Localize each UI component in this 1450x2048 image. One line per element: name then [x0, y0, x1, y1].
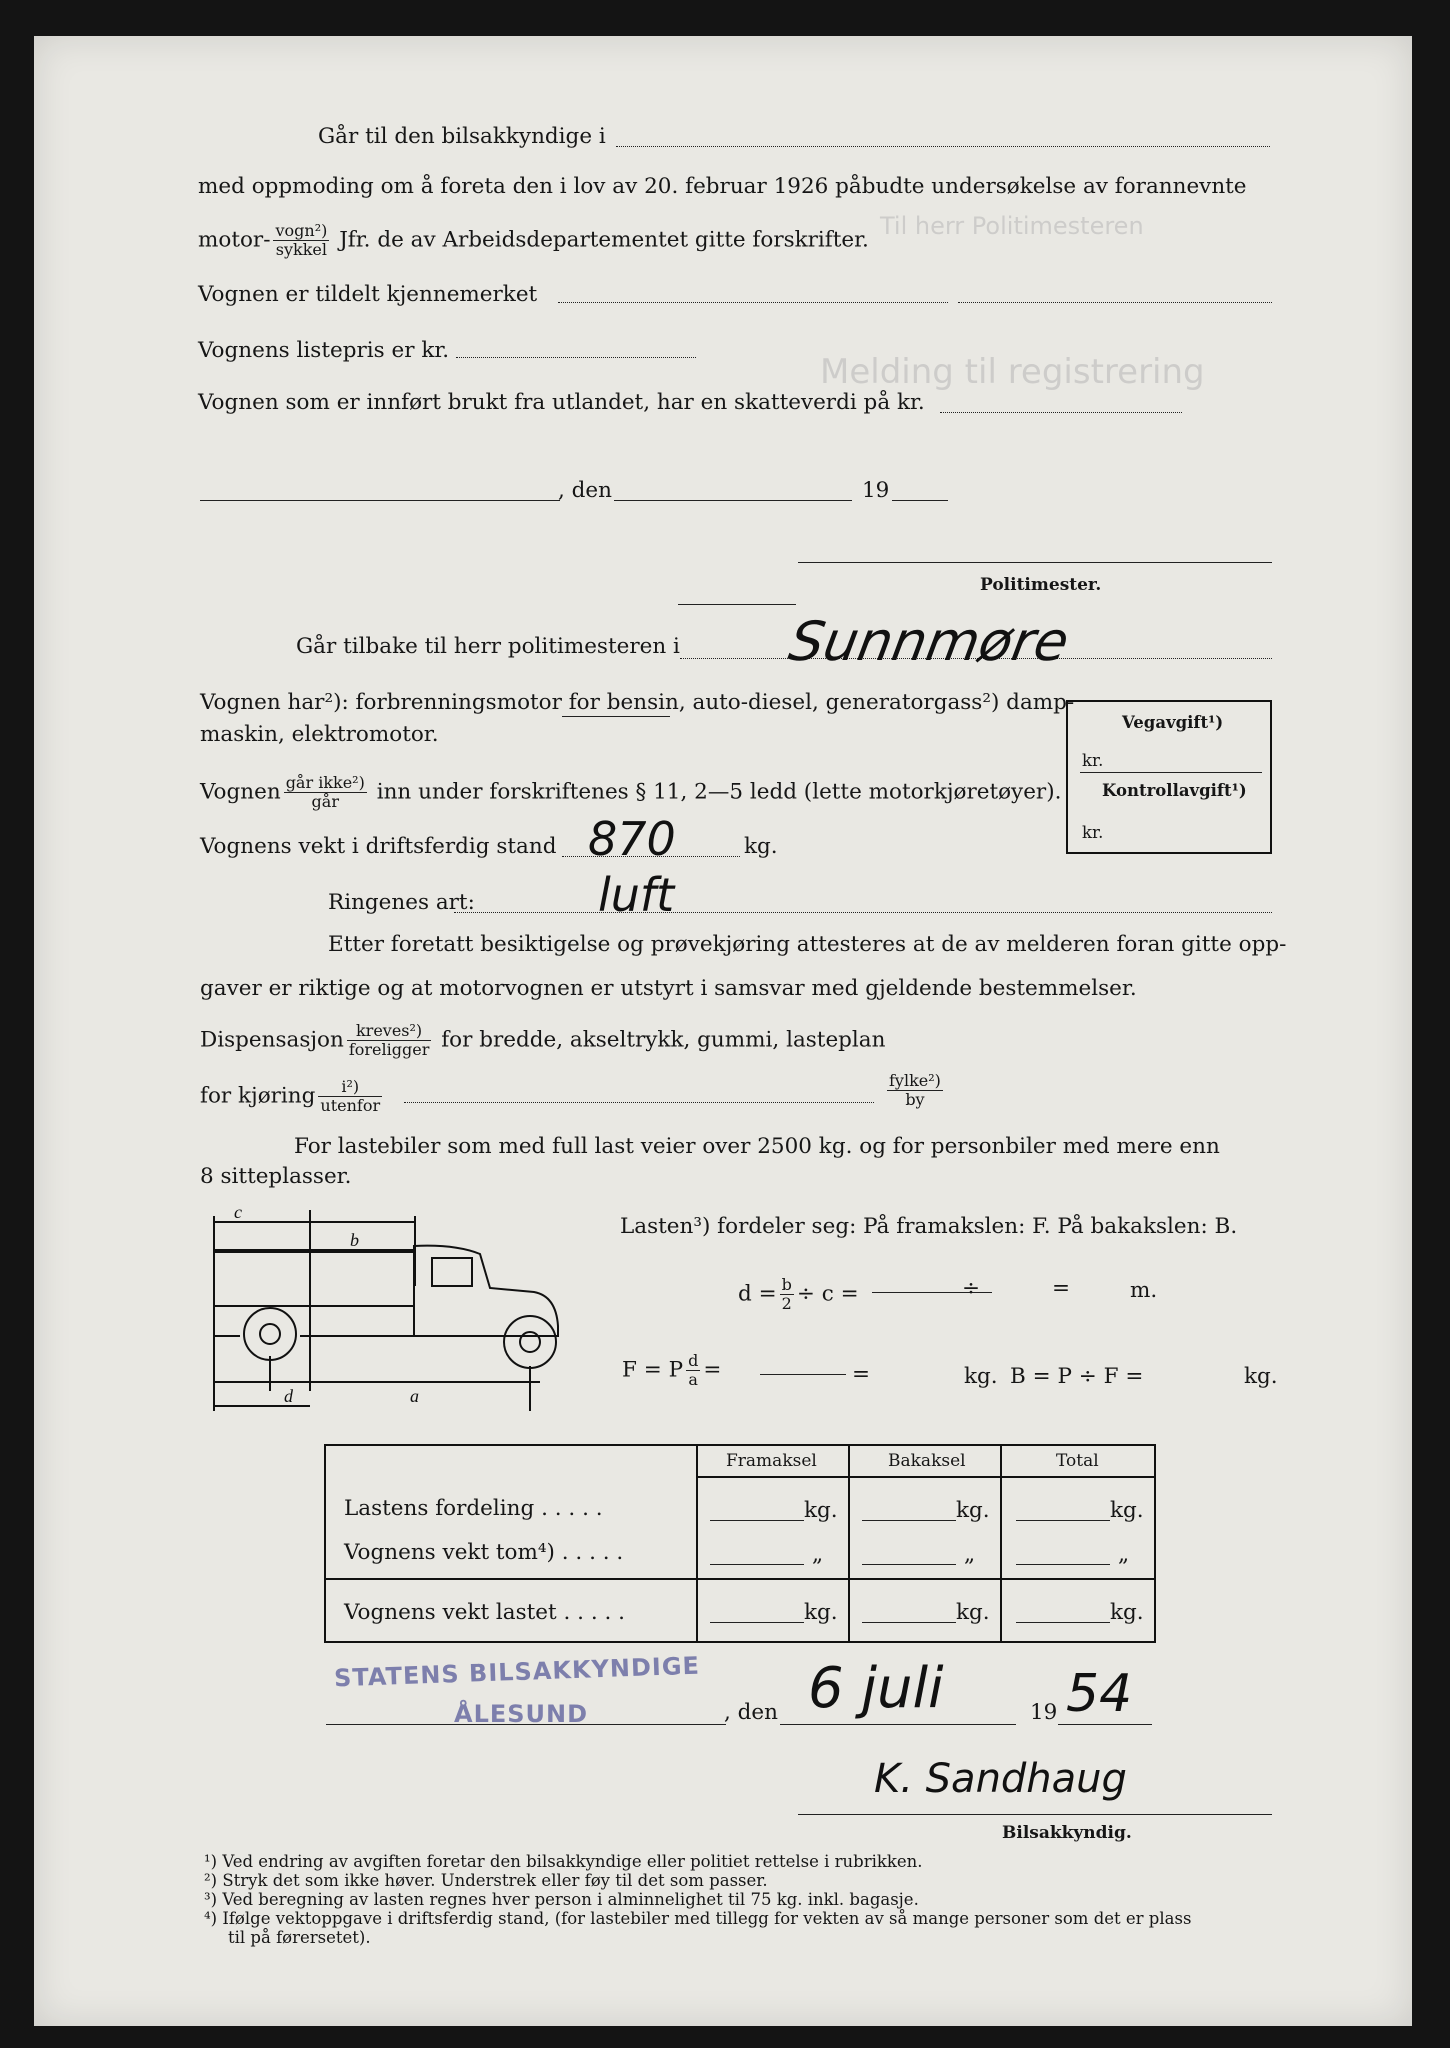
table-cell-ditto: „: [1118, 1542, 1130, 1567]
dispensasjon-text: Dispensasjon $\frac{\text{kreves²)}}{\text{foreligger}}$ for bredde, akseltrykk, gummi, lasteplan: [200, 1021, 886, 1059]
table-cell-field[interactable]: [862, 1564, 956, 1565]
diagram-label-d: d: [284, 1386, 293, 1406]
formula-f: F = P $\frac{d}{a}$ =: [622, 1351, 722, 1389]
skatteverdi-field[interactable]: [940, 412, 1182, 413]
motorvogn-text: motor- $\frac{\text{vogn²)}}{\text{sykkel}}$ Jfr. de av Arbeidsdepartementet gitte forskrifter.: [198, 221, 869, 259]
table-cell-ditto: „: [812, 1542, 824, 1567]
table-cell-field[interactable]: [710, 1622, 804, 1623]
listepris-field[interactable]: [456, 357, 696, 358]
footnote-4-cont: til på førersetet).: [228, 1928, 371, 1947]
handwritten-signature: K. Sandhaug: [874, 1756, 1127, 1802]
vekt-unit: kg.: [744, 834, 778, 859]
table-cell-unit: kg.: [1110, 1600, 1144, 1625]
kjoring-text: for kjøring $\frac{\text{i²)}}{\text{utenfor}}$: [200, 1077, 381, 1115]
truck-front-wheel: [504, 1316, 556, 1368]
den-label-1: , den: [558, 478, 613, 503]
formula-f-eq2: =: [852, 1362, 871, 1387]
lastebiler-text-1: For lastebiler som med full last veier over 2500 kg. og for personbiler med mere enn: [294, 1134, 1220, 1159]
diagram-label-b: b: [350, 1230, 359, 1250]
place-field-1[interactable]: [200, 500, 560, 501]
truck-cargo-bed: [214, 1252, 414, 1306]
table-row-divider: [326, 1578, 1154, 1580]
year-field-1[interactable]: [892, 500, 948, 501]
handwritten-place: Sunnmøre: [784, 610, 1074, 673]
truck-load-diagram: [200, 1196, 580, 1416]
table-cell-field[interactable]: [710, 1564, 804, 1565]
handwritten-date: 6 juli: [808, 1656, 944, 1721]
den-label-2: , den: [724, 1700, 779, 1725]
kjennemerke-field-1[interactable]: [558, 302, 948, 303]
sign-date-line[interactable]: [780, 1724, 1016, 1725]
table-cell-unit: kg.: [804, 1600, 838, 1625]
table-cell-unit: kg.: [956, 1498, 990, 1523]
attestation-text-1: Etter foretatt besiktigelse og prøvekjøring attesteres at de av melderen foran gitte opp-: [328, 932, 1287, 957]
formula-d-eq: =: [1052, 1276, 1071, 1301]
table-cell-unit: kg.: [804, 1498, 838, 1523]
attestation-text-2: gaver er riktige og at motorvognen er utstyrt i samsvar med gjeldende bestemmelser.: [200, 976, 1137, 1001]
bilsakkyndig-place-line: [616, 146, 1270, 147]
underline-for-bensin: [562, 716, 670, 717]
footnote-3: ³) Ved beregning av lasten regnes hver person i alminnelighet til 75 kg. inkl. bagasje.: [204, 1890, 919, 1909]
truck-rear-hub: [260, 1324, 280, 1344]
truck-cab-window: [432, 1258, 472, 1286]
table-cell-field[interactable]: [862, 1520, 956, 1521]
table-cell-unit: kg.: [1110, 1498, 1144, 1523]
handwritten-weight: 870: [588, 812, 676, 866]
fee-kr-1: kr.: [1082, 751, 1104, 770]
stamp-line-2: ÅLESUND: [454, 1700, 589, 1728]
vekt-label: Vognens vekt i driftsferdig stand: [200, 834, 557, 859]
table-header-framaksel: Framaksel: [726, 1451, 817, 1471]
politimester-signature-line[interactable]: [798, 562, 1272, 563]
footnote-1: ¹) Ved endring av avgiften foretar den bilsakkyndige eller politiet rettelse i rubrikken.: [204, 1852, 923, 1871]
formula-f-blank[interactable]: [760, 1374, 846, 1375]
table-header-total: Total: [1056, 1451, 1099, 1471]
load-distribution-table: [324, 1444, 1156, 1643]
truck-cab: [414, 1246, 558, 1336]
year-prefix-2: 19: [1030, 1700, 1058, 1725]
listepris-label: Vognens listepris er kr.: [198, 338, 450, 363]
footnote-2: ²) Stryk det som ikke høver. Understrek eller føy til det som passer.: [204, 1871, 768, 1890]
separator-short-line: [678, 604, 796, 605]
sign-year-line[interactable]: [1058, 1724, 1152, 1725]
diagram-label-c: c: [234, 1202, 242, 1222]
table-cell-ditto: „: [964, 1542, 976, 1567]
bilsakkyndig-label: Bilsakkyndig.: [1002, 1823, 1132, 1843]
forskrift-text: Vognen $\frac{\text{går ikke²)}}{\text{går}}$ inn under forskriftenes § 11, 2—5 ledd (lette motorkjøretøyer).: [200, 773, 1062, 811]
ringenes-field[interactable]: [454, 912, 1272, 913]
vegavgift-amount-line[interactable]: [1080, 772, 1262, 773]
table-cell-unit: kg.: [956, 1600, 990, 1625]
lasten-fordeler-text: Lasten³) fordeler seg: På framakslen: F. På bakakslen: B.: [620, 1214, 1238, 1239]
date-field-1[interactable]: [614, 500, 852, 501]
truck-rear-wheel: [244, 1308, 296, 1360]
bleed-through-title: Til herr Politimesteren: [880, 212, 1144, 240]
kjennemerke-field-2[interactable]: [958, 302, 1272, 303]
gaar-tilbake-text: Går tilbake til herr politimesteren i: [296, 634, 680, 659]
table-cell-field[interactable]: [862, 1622, 956, 1623]
kjoring-field[interactable]: [404, 1102, 874, 1103]
motor-type-text-1: Vognen har²): forbrenningsmotor for bensin, auto-diesel, generatorgass²) damp-: [200, 690, 1075, 715]
skatteverdi-label: Vognen som er innført brukt fra utlandet, har en skatteverdi på kr.: [198, 390, 925, 415]
table-cell-field[interactable]: [1016, 1622, 1110, 1623]
politimester-label: Politimester.: [980, 575, 1102, 595]
kjennemerke-label: Vognen er tildelt kjennemerket: [198, 282, 538, 307]
table-row-label: Vognens vekt tom⁴) . . . . .: [344, 1540, 624, 1565]
formula-b: B = P ÷ F =: [1010, 1364, 1144, 1389]
diagram-label-a: a: [410, 1386, 419, 1406]
bilsakkyndig-signature-line[interactable]: [798, 1814, 1272, 1815]
table-header-divider: [696, 1476, 1154, 1478]
table-row-label: Lastens fordeling . . . . .: [344, 1496, 603, 1521]
table-row-label: Vognens vekt lastet . . . . .: [344, 1600, 625, 1625]
formula-b-kg: kg.: [1244, 1364, 1278, 1389]
vegavgift-label: Vegavgift¹): [1122, 713, 1224, 732]
motor-type-text-2: maskin, elektromotor.: [200, 722, 439, 747]
stamp-line-1: STATENS BILSAKKYNDIGE: [333, 1651, 701, 1693]
gaar-til-text: Går til den bilsakkyndige i: [318, 124, 606, 149]
handwritten-tires: luft: [598, 868, 675, 922]
ringenes-label: Ringenes art:: [328, 890, 475, 915]
footnote-4: ⁴) Ifølge vektoppgave i driftsferdig stand, (for lastebiler med tillegg for vekten av så mange personer som det er plass: [204, 1909, 1192, 1928]
sign-place-line[interactable]: [326, 1724, 726, 1725]
kontrollavgift-label: Kontrollavgift¹): [1102, 781, 1247, 800]
oppmoding-text: med oppmoding om å foreta den i lov av 20. februar 1926 påbudte undersøkelse av forannevnte: [198, 174, 1247, 199]
fee-kr-2: kr.: [1082, 823, 1104, 842]
formula-f-kg: kg.: [964, 1364, 998, 1389]
fee-box: [1066, 700, 1272, 854]
formula-d: d = $\frac{b}{2}$ ÷ c =: [738, 1275, 859, 1313]
formula-d-div: ÷: [962, 1276, 981, 1301]
bleed-through-heading: Melding til registrering: [820, 352, 1205, 392]
lastebiler-text-2: 8 sitteplasser.: [200, 1164, 352, 1189]
year-prefix-1: 19: [862, 478, 890, 503]
table-header-bakaksel: Bakaksel: [888, 1451, 966, 1471]
table-cell-field[interactable]: [1016, 1564, 1110, 1565]
table-cell-field[interactable]: [710, 1520, 804, 1521]
formula-d-unit: m.: [1130, 1278, 1158, 1303]
handwritten-year: 54: [1066, 1664, 1133, 1724]
table-cell-field[interactable]: [1016, 1520, 1110, 1521]
fylke-frac: $\frac{\text{fylke²)}}{by}$: [889, 1071, 941, 1109]
